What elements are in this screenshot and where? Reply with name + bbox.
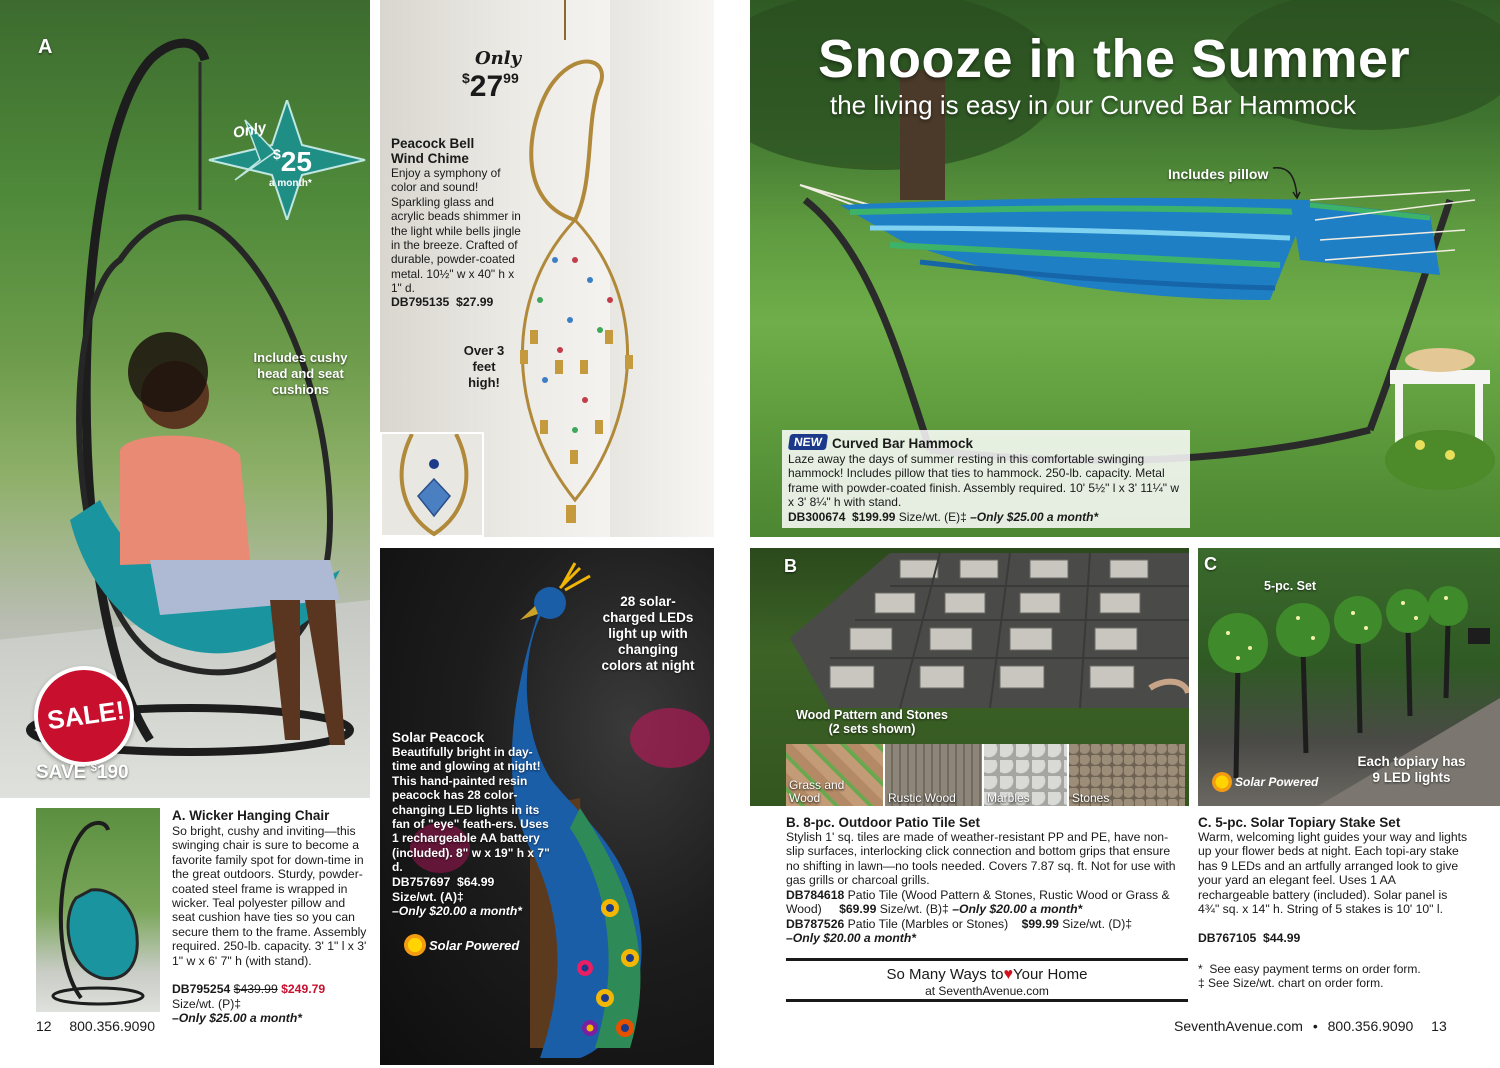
promo-line1-a: So Many Ways to (886, 966, 1004, 983)
callout-arrow-icon (1271, 162, 1301, 200)
hammock-monthly: –Only $25.00 a month* (970, 510, 1099, 524)
save-number: 190 (96, 762, 129, 783)
hammock-description: Laze away the days of summer resting in this comfortable swinging hammock! Includes pillow that ties to hammock. 250-lb. capacity. Metal frame with powder-coated finish. Assembly required. 10' 5½" l x 3' 11¼" w x 3' 8¼" h with stand. (788, 452, 1180, 510)
hammock-photo (750, 0, 1500, 537)
pillow-callout-text: Includes pillow (1168, 166, 1269, 182)
left-page-number: 12 (36, 1018, 52, 1034)
tiles-description: Stylish 1' sq. tiles are made of weather-resistant PP and PE, have non-slip surfaces, interlocking click connection and bottom grips that ensure no shifting in lawn—no tools needed. Covers 7.87 sq. ft. Not for use with gas grills or charcoal grills. (786, 830, 1176, 888)
chime-price-cents: 99 (503, 70, 519, 86)
save-label: SAVE (36, 762, 87, 783)
chair-title: A. Wicker Hanging Chair (172, 808, 330, 823)
chair-thumbnail (36, 808, 160, 1012)
right-page-number: 13 (1431, 1018, 1447, 1034)
peacock-monthly: –Only $20.00 a month* (392, 904, 523, 918)
chair-old-price: $439.99 (233, 982, 278, 996)
swatch-grass-wood (786, 744, 885, 806)
hammock-caption-box (782, 430, 1190, 528)
sale-badge (34, 666, 134, 766)
tiles-sku2-price: $99.99 (1021, 917, 1059, 931)
tiles-title: B. 8-pc. Outdoor Patio Tile Set (786, 815, 981, 830)
chime-photo (380, 0, 714, 537)
chair-price-line (172, 982, 370, 996)
chair-price-burst (205, 100, 370, 220)
burst-amount: 25 (280, 146, 312, 177)
tiles-sku2: DB787526 (786, 917, 845, 931)
swatch-rustic-wood-label: Rustic Wood (888, 791, 956, 805)
sun-icon (404, 934, 426, 956)
topiary-description: Warm, welcoming light guides your way and lights up your flower beds at night. Each topi-ary stake has 9 LEDs and an artfully arranged look to give your yard an elegant feel. Uses 1 AA rechargeable battery (included). Solar panel is 4¾" sq. x 14" h. String of 5 stakes is 10' 10" l. (1198, 830, 1468, 917)
heart-icon: ♥ (1003, 966, 1013, 983)
chime-price (462, 70, 519, 104)
tiles-sku2-desc: Patio Tile (Marbles or Stones) (847, 917, 1009, 931)
swatch-row (786, 744, 1189, 806)
peacock-photo (380, 548, 714, 1065)
topiary-led-callout: Each topiary has 9 LED lights (1357, 754, 1466, 785)
footer-website: SeventhAvenue.com (1174, 1018, 1303, 1034)
chime-price-dollar: $ (462, 70, 470, 86)
chair-monthly: –Only $25.00 a month* (172, 1011, 303, 1025)
tiles-sku2-monthly: –Only $20.00 a month* (786, 931, 917, 946)
left-footer (36, 1018, 155, 1034)
peacock-sku-price: DB757697 $64.99 (392, 875, 495, 889)
promo-line1 (786, 966, 1188, 984)
tiles-sku2-line (786, 917, 1186, 946)
tiles-sku1: DB784618 (786, 888, 845, 902)
hammock-subheadline: the living is easy in our Curved Bar Hammock (830, 90, 1356, 120)
promo-box (786, 958, 1188, 1002)
swatch-rustic-wood (885, 744, 984, 806)
burst-only: Only (231, 119, 268, 142)
letter-c: C (1204, 554, 1217, 574)
swatch-stones (1069, 744, 1185, 806)
topiary-set-label: 5-pc. Set (1264, 579, 1317, 593)
hammock-title: Curved Bar Hammock (832, 436, 974, 451)
chair-letter: A (38, 36, 53, 58)
chime-description: Enjoy a symphony of color and sound! Sparkling glass and acrylic beads shimmer in the light while bells jingle in the breeze. Crafted of durable, powder-coated metal. 10½" w x 40" h x 1" d. (391, 166, 521, 296)
chair-description: So bright, cushy and inviting—this swinging chair is sure to become a favorite family spot for down-time in the great outdoors. Sturdy, powder-coated steel frame is wrapped in wicker. Teal polyester pillow and seat cushion have ties so you can secure them to the frame. Assembly required. 250-lb. capacity. 3' 1" l x 3' 1" w x 6' 7" h (with stand). (172, 824, 367, 968)
chair-sale-price: $249.79 (281, 982, 326, 996)
burst-dollar: $ (273, 146, 281, 162)
hammock-size-wt: Size/wt. (E)‡ (898, 510, 967, 524)
tiles-photo-caption: Wood Pattern and Stones (2 sets shown) (796, 708, 948, 736)
burst-period: a month* (269, 178, 312, 189)
topiary-title: C. 5-pc. Solar Topiary Stake Set (1198, 815, 1401, 830)
tiles-sku1-size: Size/wt. (B)‡ (879, 902, 949, 917)
chime-only-label: Only (475, 48, 522, 69)
hammock-price-line (788, 510, 1098, 524)
promo-line1-b: Your Home (1012, 966, 1088, 983)
note-payment: * See easy payment terms on order form. (1198, 962, 1421, 976)
peacock-description: Beautifully bright in day-time and glowing at night! This hand-painted resin peacock has 28 color-changing LED lights in its fan of "eye" feath-ers. Uses 1 rechargeable AA battery (included). 8" w x 19" h x 7" d. (392, 745, 550, 875)
peacock-solar-badge (404, 934, 519, 956)
bead-detail-icon (382, 434, 486, 537)
burst-price (273, 146, 312, 178)
chime-sku-price: DB795135 $27.99 (391, 295, 494, 309)
chime-price-main: 27 (469, 70, 504, 103)
swatch-marbles-label: Marbles (987, 791, 1030, 805)
swatch-stones-label: Stones (1072, 791, 1110, 805)
hammock-sku-price: DB300674 $199.99 (788, 510, 896, 524)
sale-badge-text: SALE! (45, 694, 127, 736)
topiary-sku-price: DB767105 $44.99 (1198, 931, 1301, 945)
save-amount (36, 762, 129, 784)
chair-thumb-graphic (36, 808, 160, 1012)
tiles-photo (750, 548, 1189, 806)
letter-b: B (784, 556, 797, 576)
swatch-marbles (984, 744, 1069, 806)
peacock-title: Solar Peacock (392, 730, 485, 745)
tiles-sku2-size: Size/wt. (D)‡ (1062, 917, 1133, 931)
chime-height-callout: Over 3 feet high! (463, 343, 505, 390)
footer-phone: 800.356.9090 (1327, 1018, 1414, 1034)
chair-cushion-callout: Includes cushy head and seat cushions (253, 350, 348, 397)
chime-title-line2: Wind Chime (391, 151, 469, 166)
chair-photo (0, 0, 370, 798)
swatch-grass-wood-label: Grass and Wood (789, 778, 845, 805)
right-footer (1174, 1018, 1447, 1034)
peacock-solar-text: Solar Powered (429, 937, 520, 953)
tiles-sku1-line (786, 888, 1186, 917)
hammock-headline: Snooze in the Summer (818, 29, 1411, 89)
note-size-chart: ‡ See Size/wt. chart on order form. (1198, 976, 1384, 990)
peacock-leds-callout: 28 solar-charged LEDs light up with changing colors at night (601, 594, 695, 673)
promo-line2: at SeventhAvenue.com (925, 984, 1049, 998)
pillow-callout (1168, 148, 1301, 200)
topiary-solar-text: Solar Powered (1235, 775, 1319, 789)
chair-size-wt: Size/wt. (P)‡ (172, 997, 242, 1011)
new-badge: NEW (788, 434, 828, 450)
footer-bullet: • (1312, 1018, 1318, 1034)
chime-title-line1: Peacock Bell (391, 136, 475, 151)
peacock-size-wt: Size/wt. (A)‡ (392, 890, 464, 904)
tiles-sku1-price: $69.99 (839, 902, 877, 917)
tiles-sku1-monthly: –Only $20.00 a month* (952, 902, 1083, 917)
left-phone: 800.356.9090 (69, 1018, 155, 1034)
chair-sku: DB795254 (172, 982, 231, 996)
topiary-solar-badge (1212, 772, 1318, 792)
chime-detail-inset (380, 432, 484, 537)
tiles-sku1-desc: Patio Tile (Wood Pattern & Stones, Rustic Wood or Grass & Wood) (786, 888, 1170, 917)
save-dollar: $ (90, 762, 97, 774)
topiary-sun-icon (1212, 772, 1232, 792)
topiary-photo (1198, 548, 1500, 806)
